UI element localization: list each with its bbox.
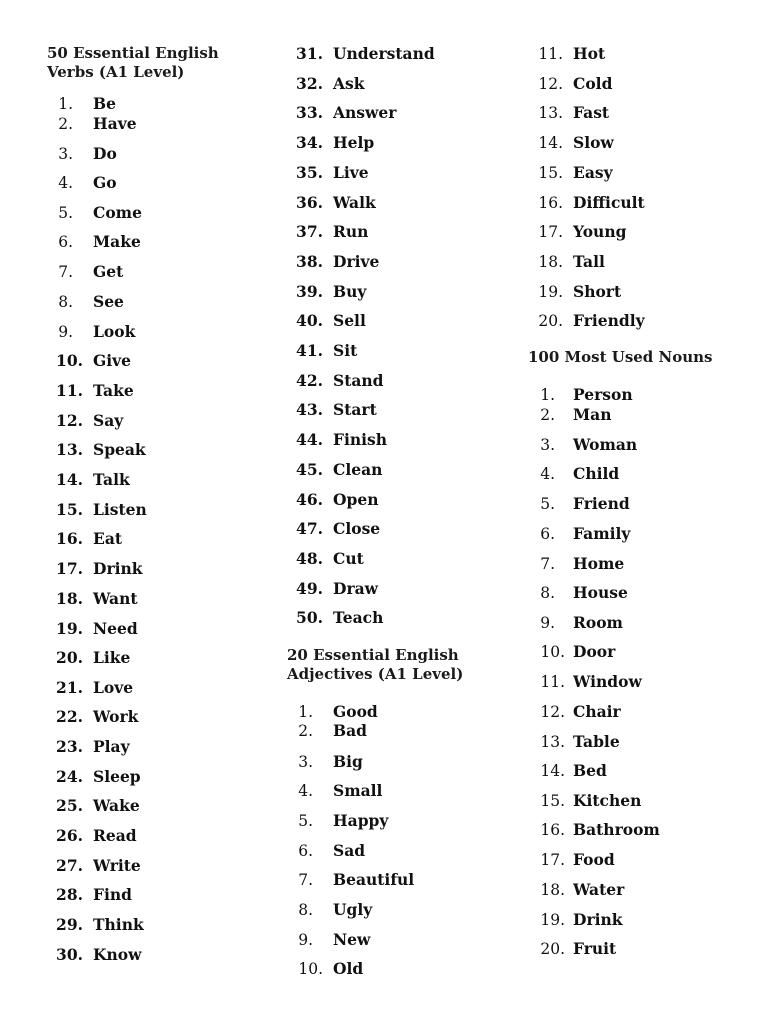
nouns-list-item <box>0 642 768 662</box>
item-number: 20. <box>56 648 83 667</box>
item-word: Bathroom <box>573 820 660 839</box>
item-number: 15. <box>538 163 563 182</box>
item-word: Want <box>93 589 138 608</box>
adjectives-list-item <box>0 103 768 123</box>
nouns-heading: 100 Most Used Nouns <box>528 348 713 366</box>
item-number: 2. <box>58 115 73 133</box>
item-word: Drink <box>93 559 143 578</box>
item-word: Get <box>93 262 124 281</box>
item-number: 39. <box>296 281 323 301</box>
item-word: Walk <box>333 192 376 212</box>
item-word: Run <box>333 222 369 242</box>
item-word: Look <box>93 322 136 341</box>
item-word: Take <box>93 381 134 400</box>
item-word: Ask <box>333 73 365 93</box>
item-word: Buy <box>333 281 367 301</box>
item-word: Understand <box>333 44 435 63</box>
item-number: 24. <box>56 767 83 786</box>
nouns-list-item <box>0 583 768 603</box>
item-word: Kitchen <box>573 791 642 810</box>
item-word: Home <box>573 554 625 573</box>
item-word: Person <box>573 385 633 404</box>
adjectives-list-item <box>0 252 768 272</box>
adjectives-list-item <box>0 74 768 94</box>
item-word: Draw <box>333 578 378 598</box>
item-number: 21. <box>56 678 83 697</box>
item-word: Fast <box>573 103 610 123</box>
item-number: 8. <box>540 584 555 602</box>
item-number: 30. <box>56 945 83 964</box>
item-number: 3. <box>58 145 73 163</box>
item-word: See <box>93 292 124 311</box>
item-word: Young <box>573 222 627 242</box>
item-number: 10. <box>56 351 83 370</box>
nouns-list-item <box>0 524 768 544</box>
nouns-list-item <box>0 702 768 722</box>
item-word: Good <box>333 702 378 721</box>
item-number: 45. <box>296 459 323 479</box>
item-word: Ugly <box>333 900 373 919</box>
item-word: Window <box>573 672 642 691</box>
item-word: Need <box>93 619 138 638</box>
item-number: 17. <box>538 223 563 242</box>
item-word: Door <box>573 642 616 661</box>
item-number: 12. <box>540 703 565 721</box>
adjectives-list-item <box>0 163 768 183</box>
item-number: 26. <box>56 826 83 845</box>
item-word: Small <box>333 781 383 800</box>
item-word: Play <box>93 737 130 756</box>
item-word: Woman <box>573 435 638 454</box>
item-word: Friendly <box>573 311 645 331</box>
item-word: Read <box>93 826 137 845</box>
adjectives-list-item <box>0 282 768 302</box>
item-word: Big <box>333 752 363 771</box>
nouns-list-item <box>0 791 768 811</box>
item-word: Cold <box>573 73 613 93</box>
item-word: House <box>573 583 628 602</box>
item-number: 19. <box>56 619 83 638</box>
nouns-list-item <box>0 672 768 692</box>
item-number: 42. <box>296 370 323 390</box>
item-word: Finish <box>333 430 388 450</box>
item-word: Clean <box>333 459 383 479</box>
item-word: Eat <box>93 529 123 548</box>
nouns-list-item <box>0 613 768 633</box>
item-number: 9. <box>298 931 313 949</box>
item-number: 1. <box>58 95 73 113</box>
item-word: Talk <box>93 470 130 489</box>
item-number: 50. <box>296 608 323 628</box>
item-word: Happy <box>333 811 389 830</box>
item-word: Stand <box>333 370 384 390</box>
item-word: Help <box>333 133 375 153</box>
item-number: 6. <box>540 525 555 543</box>
item-word: Slow <box>573 133 614 153</box>
nouns-list-item <box>0 464 768 484</box>
item-word: Love <box>93 678 134 697</box>
item-number: 10. <box>540 643 565 661</box>
item-word: Open <box>333 489 379 509</box>
item-word: Man <box>573 405 612 424</box>
item-word: Room <box>573 613 623 632</box>
item-number: 8. <box>58 293 73 311</box>
item-word: Answer <box>333 103 397 123</box>
item-number: 48. <box>296 548 323 568</box>
item-number: 6. <box>298 842 313 860</box>
item-number: 12. <box>56 411 83 430</box>
item-word: Food <box>573 850 615 869</box>
item-word: Listen <box>93 500 147 519</box>
item-word: Find <box>93 885 132 904</box>
item-word: Wake <box>93 796 140 815</box>
item-number: 11. <box>540 673 565 691</box>
item-number: 43. <box>296 400 323 420</box>
nouns-list-item <box>0 732 768 752</box>
item-number: 31. <box>296 44 323 63</box>
item-number: 29. <box>56 915 83 934</box>
item-word: Sad <box>333 841 366 860</box>
item-number: 49. <box>296 578 323 598</box>
adjectives-list-item <box>0 222 768 242</box>
item-number: 22. <box>56 707 83 726</box>
item-word: Teach <box>333 608 384 628</box>
item-word: New <box>333 930 371 949</box>
nouns-list-item <box>0 820 768 840</box>
item-number: 37. <box>296 222 323 242</box>
item-number: 8. <box>298 901 313 919</box>
item-number: 10. <box>298 960 323 978</box>
item-number: 16. <box>538 193 563 212</box>
item-number: 2. <box>298 722 313 740</box>
item-word: Bed <box>573 761 607 780</box>
nouns-list-item <box>0 385 768 405</box>
item-number: 41. <box>296 341 323 360</box>
item-word: Make <box>93 232 141 251</box>
item-word: Work <box>93 707 139 726</box>
item-number: 15. <box>56 500 83 519</box>
item-number: 14. <box>540 762 565 780</box>
item-number: 5. <box>58 204 73 222</box>
item-number: 36. <box>296 192 323 212</box>
adjectives-heading: 20 Essential English Adjectives (A1 Level) <box>287 646 464 683</box>
item-number: 4. <box>298 782 313 800</box>
item-number: 14. <box>56 470 83 489</box>
item-number: 4. <box>58 174 73 192</box>
item-word: Chair <box>573 702 621 721</box>
item-number: 19. <box>540 911 565 929</box>
item-word: Beautiful <box>333 870 415 889</box>
item-number: 9. <box>540 614 555 632</box>
nouns-list-item <box>0 761 768 781</box>
item-word: Cut <box>333 548 364 568</box>
item-number: 18. <box>540 881 565 899</box>
item-word: Do <box>93 144 117 163</box>
item-number: 35. <box>296 162 323 182</box>
verbs-list-item <box>0 341 768 361</box>
item-word: Know <box>93 945 142 964</box>
item-word: Be <box>93 94 116 113</box>
nouns-list-item <box>0 554 768 574</box>
item-word: Drive <box>333 251 380 271</box>
item-number: 34. <box>296 133 323 153</box>
item-number: 1. <box>298 703 313 721</box>
item-number: 17. <box>540 851 565 869</box>
item-number: 11. <box>56 381 83 400</box>
item-number: 15. <box>540 792 565 810</box>
item-word: Difficult <box>573 192 645 212</box>
item-word: Give <box>93 351 131 370</box>
item-word: Friend <box>573 494 630 513</box>
item-word: Family <box>573 524 631 543</box>
adjectives-list-item <box>0 44 768 64</box>
item-word: Fruit <box>573 939 617 958</box>
nouns-list-item <box>0 910 768 930</box>
item-word: Child <box>573 464 620 483</box>
item-number: 19. <box>538 282 563 301</box>
nouns-list-item <box>0 435 768 455</box>
item-number: 25. <box>56 796 83 815</box>
item-number: 20. <box>538 312 563 331</box>
adjectives-list-item <box>0 133 768 153</box>
item-number: 32. <box>296 73 323 93</box>
item-word: Sit <box>333 341 358 360</box>
item-word: Easy <box>573 162 613 182</box>
item-number: 9. <box>58 323 73 341</box>
item-word: Table <box>573 732 620 751</box>
nouns-list-item <box>0 494 768 514</box>
nouns-list-item <box>0 850 768 870</box>
item-word: Write <box>93 856 141 875</box>
item-word: Water <box>573 880 625 899</box>
item-number: 33. <box>296 103 323 123</box>
item-number: 38. <box>296 251 323 271</box>
adjectives-list-item <box>0 959 768 979</box>
item-number: 6. <box>58 233 73 251</box>
item-word: Short <box>573 281 622 301</box>
item-word: Hot <box>573 44 606 63</box>
item-number: 3. <box>298 753 313 771</box>
item-number: 14. <box>538 134 563 153</box>
item-number: 4. <box>540 465 555 483</box>
item-number: 16. <box>56 529 83 548</box>
item-word: Come <box>93 203 142 222</box>
item-number: 23. <box>56 737 83 756</box>
item-number: 13. <box>540 733 565 751</box>
item-word: Say <box>93 411 124 430</box>
item-number: 20. <box>540 940 565 958</box>
item-word: Sleep <box>93 767 141 786</box>
item-number: 44. <box>296 430 323 450</box>
item-number: 46. <box>296 489 323 509</box>
item-word: Like <box>93 648 131 667</box>
item-number: 40. <box>296 311 323 331</box>
item-number: 7. <box>540 555 555 573</box>
item-number: 18. <box>538 252 563 271</box>
item-number: 11. <box>538 45 563 63</box>
adjectives-list-item <box>0 311 768 331</box>
nouns-list-item <box>0 880 768 900</box>
item-number: 2. <box>540 406 555 424</box>
item-word: Old <box>333 959 364 978</box>
item-word: Go <box>93 173 117 192</box>
item-word: Think <box>93 915 144 934</box>
item-number: 3. <box>540 436 555 454</box>
item-number: 17. <box>56 559 83 578</box>
item-word: Close <box>333 519 381 539</box>
item-word: Live <box>333 162 369 182</box>
item-word: Sell <box>333 311 366 331</box>
item-number: 7. <box>58 263 73 281</box>
nouns-list-item <box>0 405 768 425</box>
item-number: 5. <box>540 495 555 513</box>
item-word: Tall <box>573 251 605 271</box>
item-number: 16. <box>540 821 565 839</box>
item-number: 13. <box>56 440 83 459</box>
item-number: 7. <box>298 871 313 889</box>
item-number: 28. <box>56 885 83 904</box>
item-number: 13. <box>538 104 563 123</box>
nouns-list-item <box>0 939 768 959</box>
item-number: 5. <box>298 812 313 830</box>
adjectives-list-item <box>0 193 768 213</box>
verbs-heading: 50 Essential English Verbs (A1 Level) <box>47 44 219 81</box>
item-word: Speak <box>93 440 146 459</box>
item-number: 18. <box>56 589 83 608</box>
item-number: 27. <box>56 856 83 875</box>
item-number: 12. <box>538 74 563 93</box>
item-word: Bad <box>333 721 367 740</box>
item-number: 47. <box>296 519 323 539</box>
item-number: 1. <box>540 386 555 404</box>
item-word: Have <box>93 114 137 133</box>
item-word: Start <box>333 400 377 420</box>
item-word: Drink <box>573 910 623 929</box>
